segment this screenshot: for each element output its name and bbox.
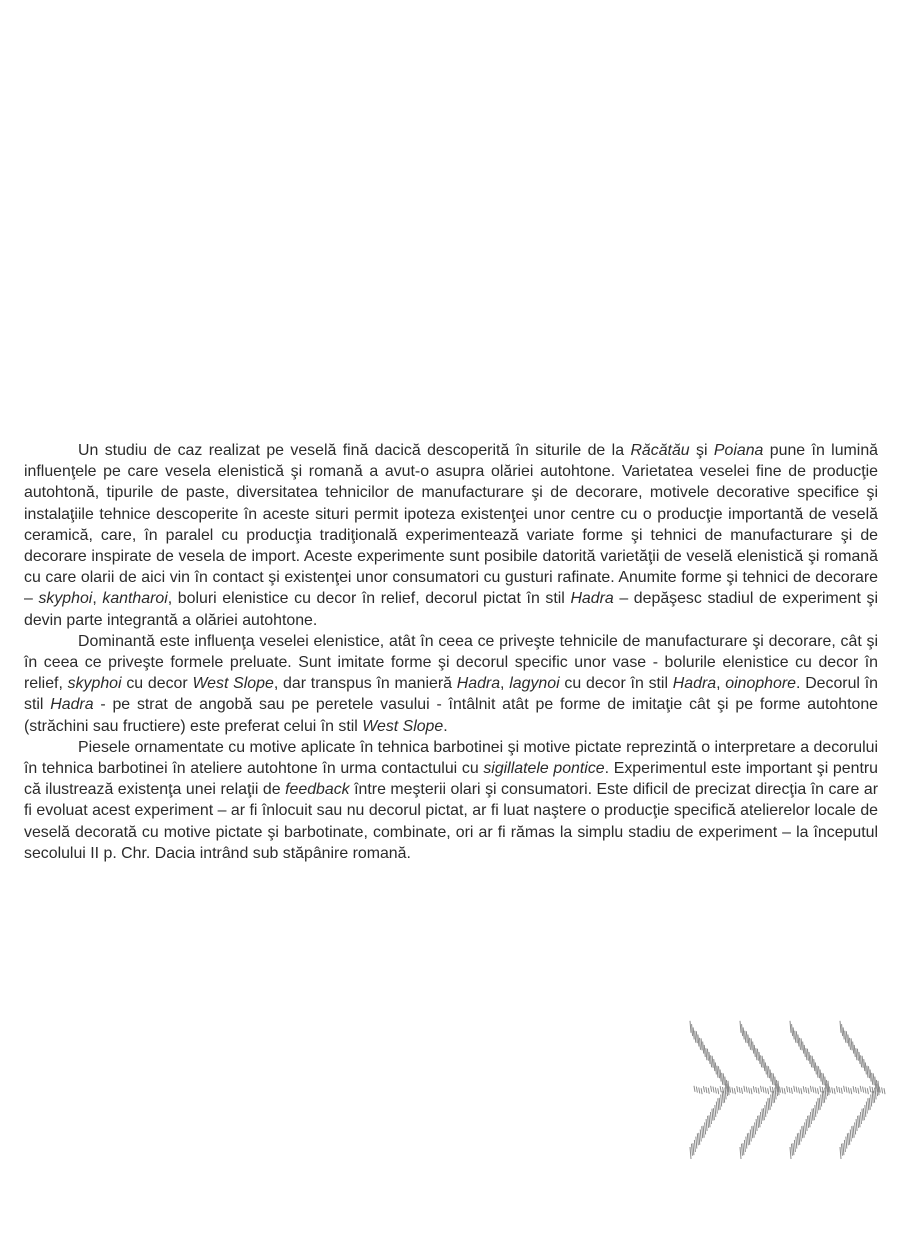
text-run: Un studiu de caz realizat pe veselă fină dacică descoperită în siturile de la — [78, 442, 631, 459]
italic-term: Răcătău — [630, 442, 690, 459]
text-run: , — [92, 590, 103, 608]
text-run: între meşterii olari şi consumatori. Este dificil de precizat direcţia în care ar fi evoluat acest experiment – ar fi înlocuit sau nu decorul pictat, ar fi luat naştere o producţie specifică atelierelor locale de veselă decorată cu motive pictate şi barbotinate, combinate, ori ar fi rămas la simplu stadiu de experiment – la începutul secolului II p. Chr. Dacia intrând sub stăpânire romană. — [24, 781, 878, 862]
italic-term: skyphoi — [67, 675, 122, 693]
text-run: – depăşesc stadiul de experiment şi devin parte integrantă a olăriei autohtone. — [24, 590, 878, 629]
italic-term: West Slope — [192, 675, 274, 693]
text-run: , — [716, 675, 726, 693]
italic-term: Hadra — [456, 675, 501, 693]
italic-term: feedback — [285, 781, 350, 799]
text-run: şi — [689, 442, 714, 459]
text-run: cu decor în stil — [559, 675, 673, 693]
text-run: , boluri elenistice cu decor în relief, decorul pictat în stil — [167, 590, 571, 608]
italic-term: lagynoi — [509, 675, 560, 693]
italic-term: Poiana — [713, 442, 764, 459]
italic-term: sigillatele pontice — [483, 760, 605, 778]
italic-term: oinophore — [725, 675, 796, 693]
italic-term: kantharoi — [102, 590, 168, 608]
text-run: . Decorul în stil — [24, 675, 878, 714]
paragraph-3 — [24, 737, 878, 864]
text-run: - pe strat de angobă sau pe peretele vasului - întâlnit atât pe forme de imitaţie cât şi pe forme autohtone (străchini sau fructiere) este preferat celui în stil — [24, 696, 878, 735]
italic-term: Hadra — [672, 675, 717, 693]
italic-term: West Slope — [362, 717, 444, 735]
italic-term: skyphoi — [38, 590, 93, 608]
text-run: Piesele ornamentate cu motive aplicate în tehnica barbotinei şi motive pictate reprezintă o interpretare a decorului în tehnica barbotinei în ateliere autohtone în urma contactului cu — [24, 738, 878, 778]
text-run: cu decor — [121, 675, 193, 693]
text-run: . — [443, 717, 448, 735]
decorative-ornament-icon — [684, 1018, 894, 1168]
text-run: , dar transpus în manieră — [273, 675, 457, 693]
text-run: pune în lumină influenţele pe care vesela elenistică şi romană a avut-o asupra olăriei autohtone. Varietatea veselei fine de producţie autohtonă, tipurile de paste, diversitatea tehnicilor de manufacturare şi de decorare, motivele decorative specifice şi instalaţiile tehnice descoperite în aceste situri permit ipoteza existenţei unor centre cu o producţie importantă de veselă ceramică, care, în paralel cu producţia tradiţională experimentează variate forme şi tehnici de manufacturare şi de decorare inspirate de vesela de import. Aceste experimente sunt posibile datorită varietăţii de veselă elenistică şi romană cu care olarii de aici vin în contact şi existenţei unor consumatori cu gusturi rafinate. Anumite forme şi tehnici de decorare – — [24, 442, 878, 608]
text-run: . Experimentul este important şi pentru că ilustrează existenţa unei relaţii de — [24, 760, 878, 799]
text-run: , — [500, 675, 510, 693]
italic-term: Hadra — [50, 696, 94, 714]
body-text — [24, 440, 878, 864]
paragraph-1 — [24, 440, 878, 631]
paragraph-2 — [24, 631, 878, 737]
text-run: Dominantă este influenţa veselei elenistice, atât în ceea ce priveşte tehnicile de manufacturare şi decorare, cât şi în ceea ce priveşte formele preluate. Sunt imitate forme şi decorul specific unor vase - bolurile elenistice cu decor în relief, — [24, 632, 878, 693]
italic-term: Hadra — [570, 590, 614, 608]
